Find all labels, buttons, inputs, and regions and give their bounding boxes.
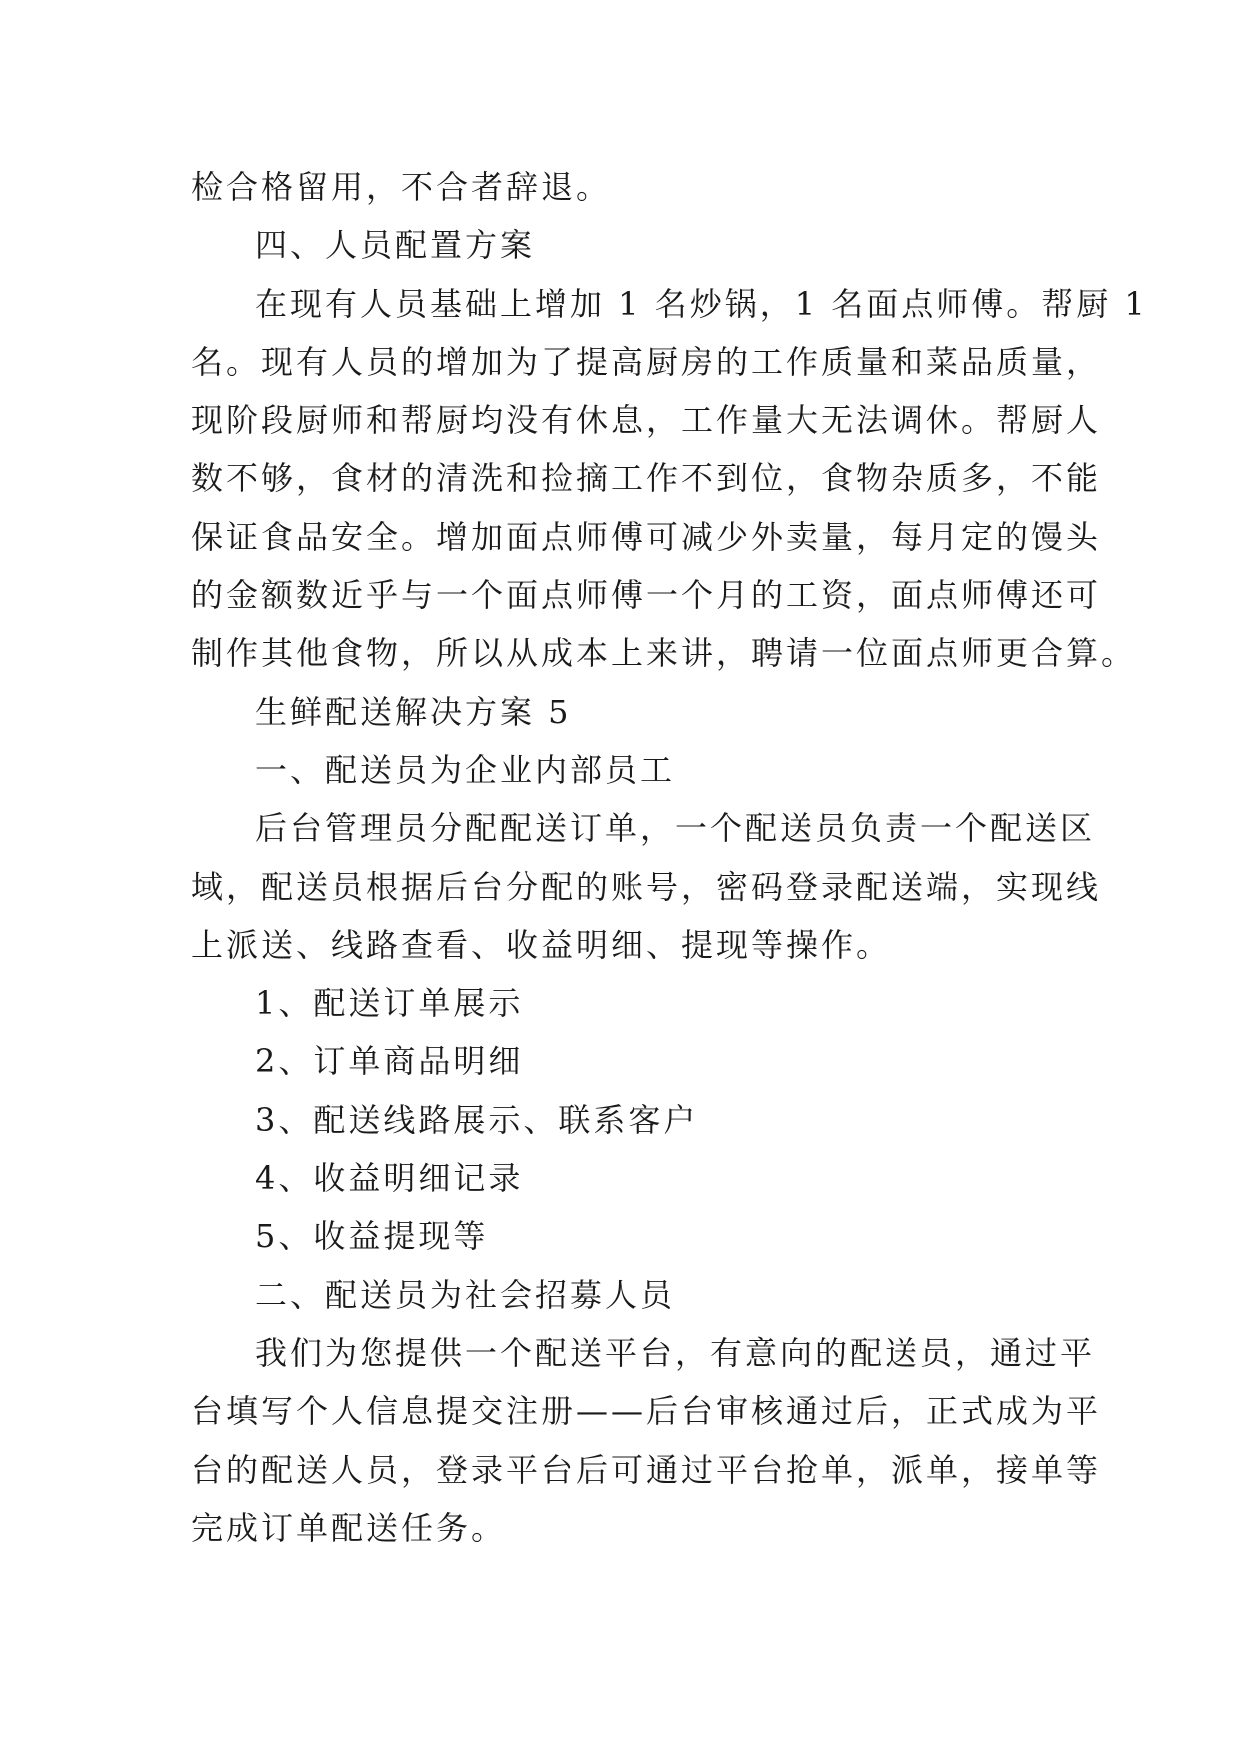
text-line: 一、配送员为企业内部员工 — [255, 750, 676, 789]
text-line: 3、配送线路展示、联系客户 — [255, 1100, 699, 1139]
text-line: 生鲜配送解决方案 5 — [255, 692, 572, 731]
document-body — [191, 158, 1148, 1557]
text-line: 二、配送员为社会招募人员 — [255, 1275, 676, 1314]
text-line: 域，配送员根据后台分配的账号，密码登录配送端，实现线 — [191, 867, 1102, 906]
text-line: 完成订单配送任务。 — [191, 1508, 507, 1547]
text-line: 检合格留用，不合者辞退。 — [191, 168, 612, 206]
text-line: 现阶段厨师和帮厨均没有休息，工作量大无法调休。帮厨人 — [191, 401, 1102, 440]
text-line: 2、订单商品明细 — [255, 1042, 524, 1081]
text-line: 在现有人员基础上增加 1 名炒锅，1 名面点师傅。帮厨 1 — [255, 284, 1148, 323]
text-line: 后台管理员分配配送订单，一个配送员负责一个配送区 — [255, 809, 1096, 848]
text-line: 台填写个人信息提交注册——后台审核通过后，正式成为平 — [191, 1392, 1102, 1431]
text-line: 台的配送人员，登录平台后可通过平台抢单，派单，接单等 — [191, 1450, 1102, 1489]
text-line: 四、人员配置方案 — [255, 226, 536, 265]
text-line: 的金额数近乎与一个面点师傅一个月的工资，面点师傅还可 — [191, 576, 1102, 615]
text-line: 我们为您提供一个配送平台，有意向的配送员，通过平 — [255, 1333, 1096, 1372]
text-line: 5、收益提现等 — [255, 1217, 489, 1256]
text-line: 上派送、线路查看、收益明细、提现等操作。 — [191, 925, 892, 964]
text-line: 制作其他食物，所以从成本上来讲，聘请一位面点师更合算。 — [191, 634, 1137, 673]
text-line: 数不够，食材的清洗和捡摘工作不到位，食物杂质多，不能 — [191, 459, 1102, 498]
text-line: 保证食品安全。增加面点师傅可减少外卖量，每月定的馒头 — [191, 517, 1102, 556]
text-line: 4、收益明细记录 — [255, 1159, 524, 1198]
text-line: 1、配送订单展示 — [255, 984, 524, 1023]
text-line: 名。现有人员的增加为了提高厨房的工作质量和菜品质量， — [191, 342, 1102, 381]
